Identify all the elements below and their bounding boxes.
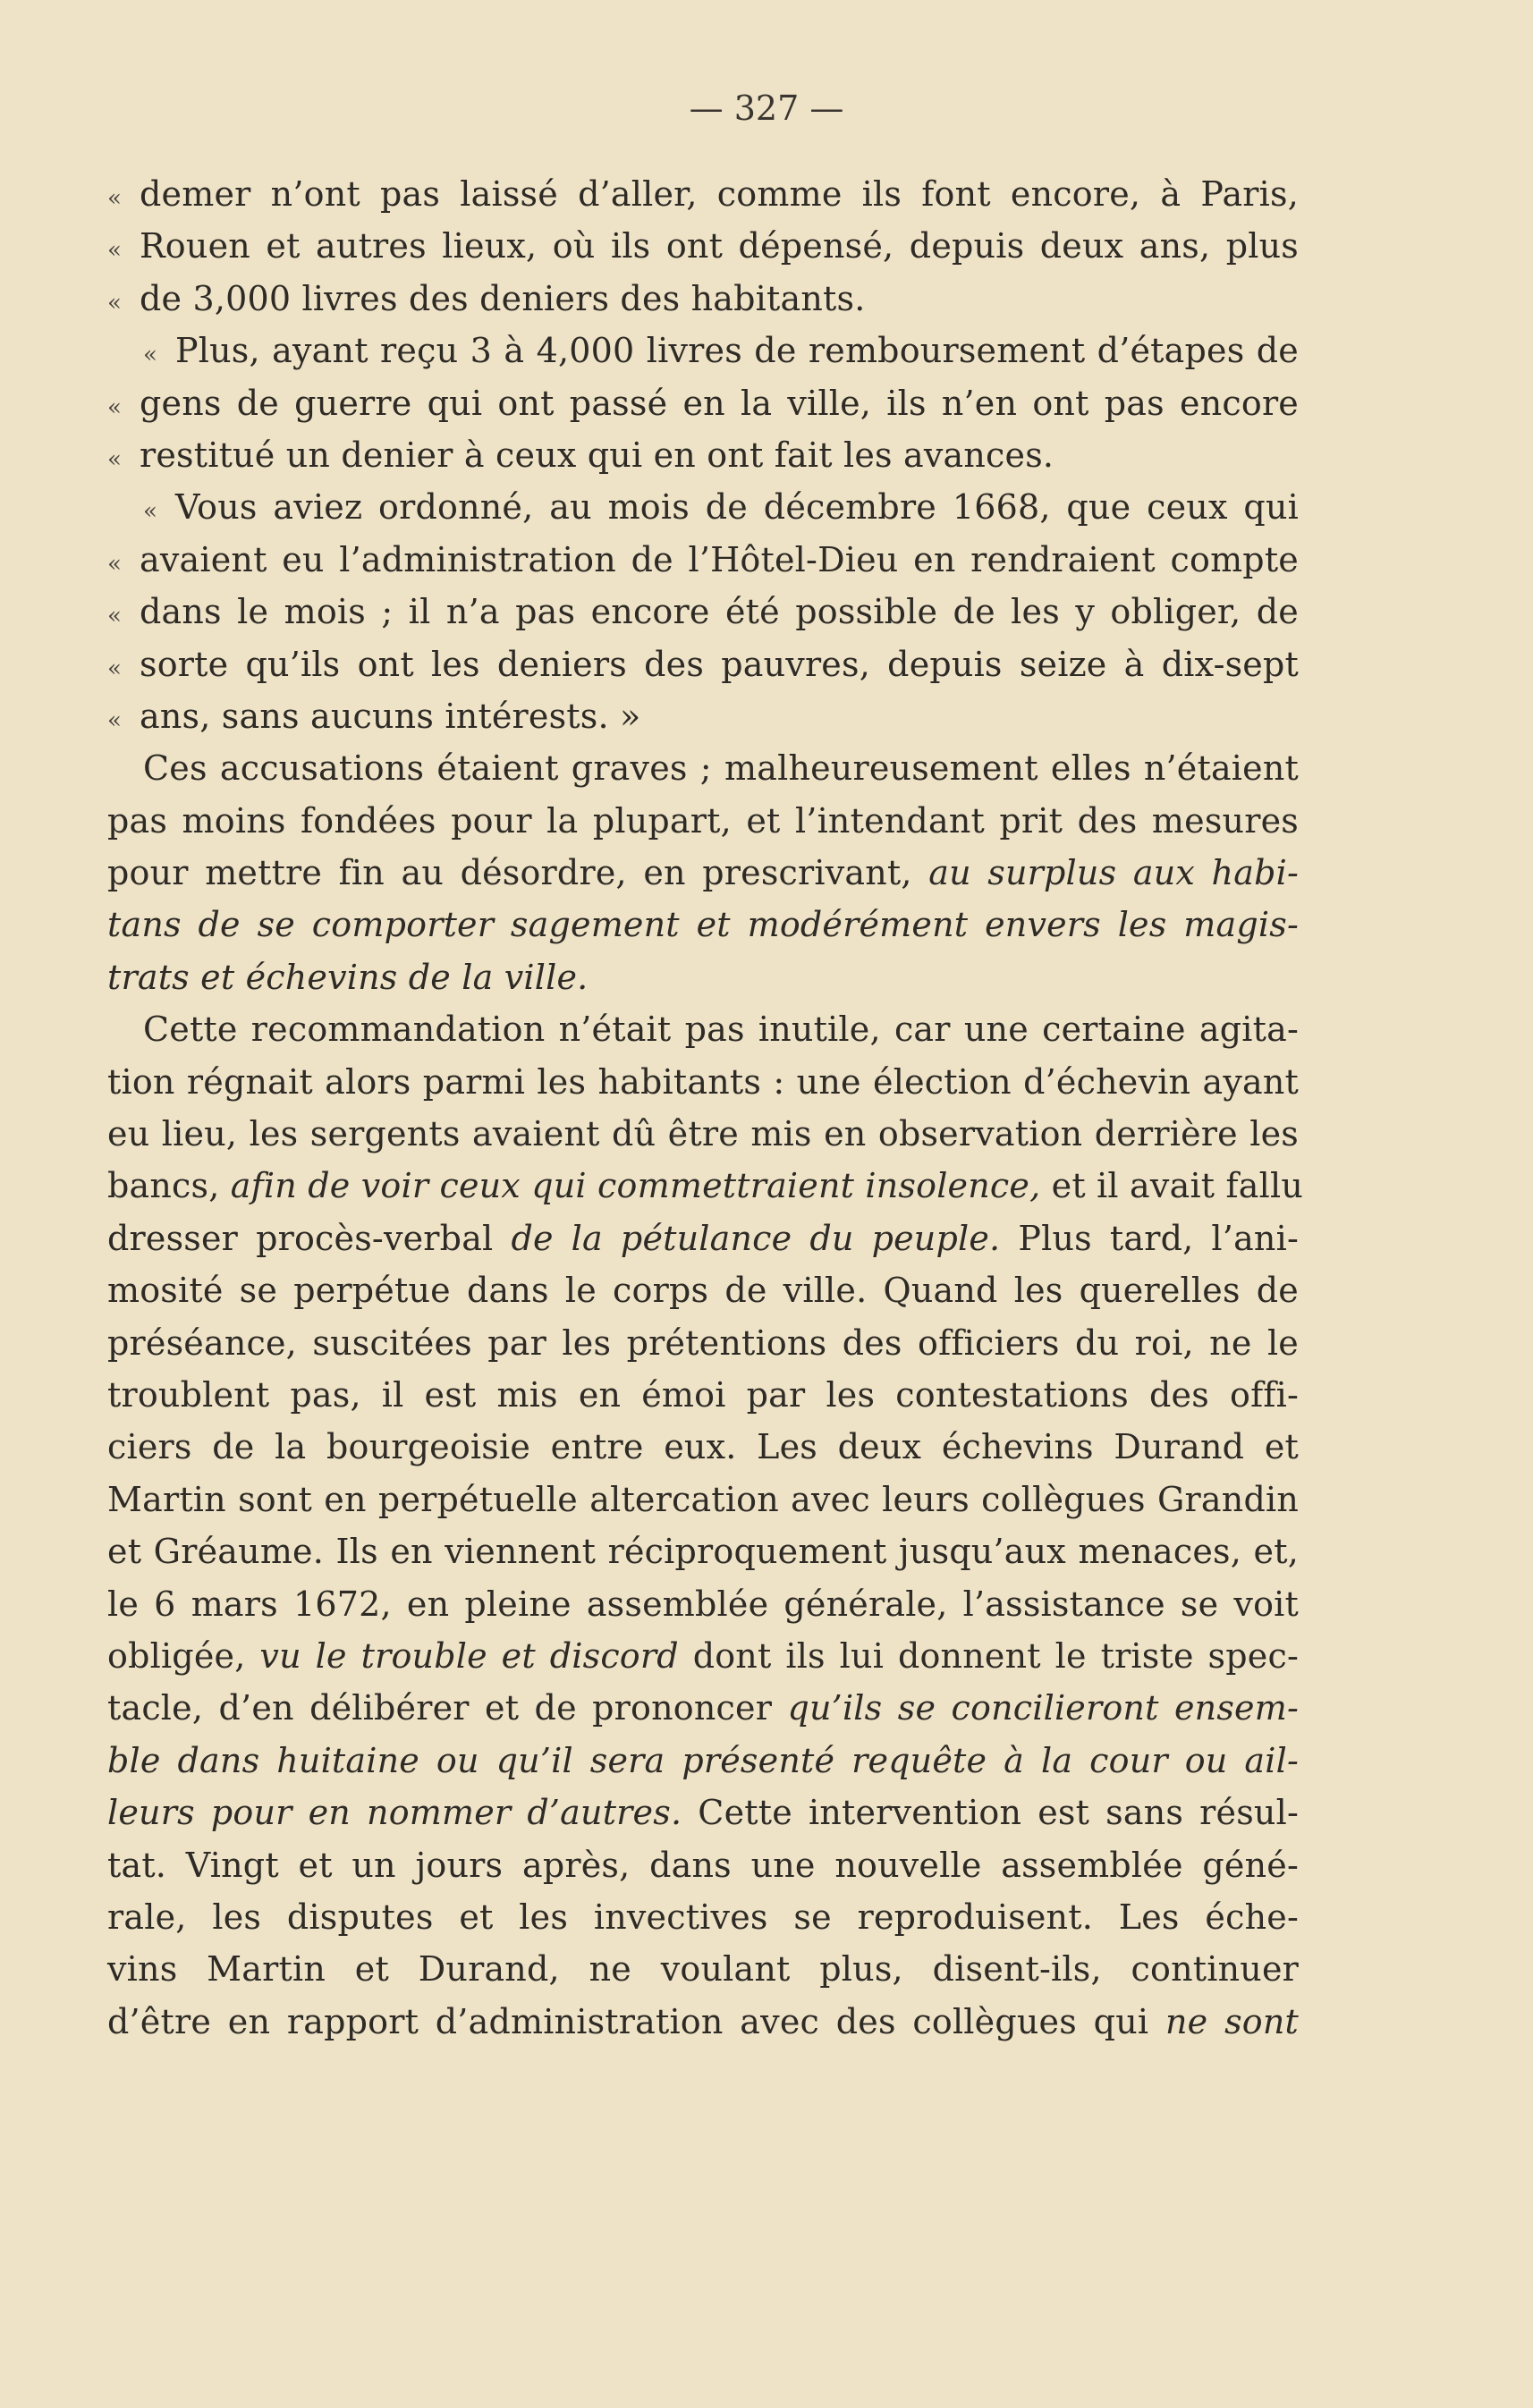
text-run: Vous aviez ordonné, au mois de décembre 1668, que ceux qui xyxy=(175,487,1299,528)
text-run: troublent pas, il est mis en émoi par les contestations des offi- xyxy=(107,1374,1299,1415)
text-line xyxy=(107,534,1299,586)
text-run: rale, les disputes et les invectives se reproduisent. Les éche- xyxy=(107,1897,1299,1937)
quote-mark: « xyxy=(143,498,158,526)
text-line xyxy=(107,1735,1299,1787)
italic-text: qu’ils se concilieront ensem- xyxy=(787,1688,1299,1728)
quote-mark: « xyxy=(107,289,123,317)
text-line xyxy=(107,1943,1299,1995)
text-run: avaient eu l’administration de l’Hôtel-Dieu en rendraient compte xyxy=(140,539,1299,579)
text-run: tacle, d’en délibérer et de prononcer xyxy=(107,1688,788,1728)
text-line xyxy=(107,220,1299,272)
text-line xyxy=(107,1474,1299,1525)
text-run: dont ils lui donnent le triste spec- xyxy=(678,1635,1299,1676)
text-run: gens de guerre qui ont passé en la ville, ils n’en ont pas encore xyxy=(140,383,1299,423)
text-run: et Gréaume. Ils en viennent réciproquement jusqu’aux menaces, et, xyxy=(107,1532,1299,1572)
text-run: Plus, ayant reçu 3 à 4,000 livres de remboursement d’étapes de xyxy=(175,331,1299,371)
text-line xyxy=(107,1317,1299,1369)
text-line xyxy=(107,168,1299,220)
text-run: pour mettre fin au désordre, en prescrivant, xyxy=(107,853,929,893)
text-line xyxy=(107,1630,1299,1682)
text-run: Ces accusations étaient graves ; malheureusement elles n’étaient xyxy=(143,748,1299,789)
text-line xyxy=(107,1578,1299,1630)
text-line xyxy=(107,586,1299,638)
text-line xyxy=(107,1839,1299,1891)
text-run: Martin sont en perpétuelle altercation avec leurs collègues Grandin xyxy=(107,1479,1299,1519)
text-run: Cette intervention est sans résul- xyxy=(682,1793,1299,1833)
text-run: d’être en rapport d’administration avec des collègues qui xyxy=(107,2001,1165,2041)
text-line xyxy=(107,1787,1299,1838)
italic-text: afin de voir ceux qui commettraient insolence, xyxy=(230,1166,1041,1206)
text-run: dresser procès-verbal xyxy=(107,1218,512,1258)
text-run: obligée, xyxy=(107,1635,260,1676)
text-run: ans, sans aucuns intérests. » xyxy=(140,696,641,736)
text-line xyxy=(107,1682,1299,1734)
text-line xyxy=(107,1212,1299,1264)
text-line xyxy=(107,273,1299,325)
italic-text: ble dans huitaine ou qu’il sera présenté requête à la cour ou ail- xyxy=(107,1740,1299,1780)
text-line xyxy=(107,899,1299,951)
text-run: restitué un denier à ceux qui en ont fait les avances. xyxy=(140,435,1054,475)
text-run: eu lieu, les sergents avaient dû être mis en observation derrière les xyxy=(107,1114,1299,1154)
text-run: et il avait fallu xyxy=(1040,1166,1304,1206)
text-line xyxy=(107,1003,1299,1055)
text-line xyxy=(107,429,1299,481)
quote-mark: « xyxy=(107,655,123,682)
text-line xyxy=(107,481,1299,533)
text-line xyxy=(107,325,1299,376)
italic-text: au surplus aux habi- xyxy=(928,853,1299,893)
text-line xyxy=(107,1421,1299,1473)
text-run: sorte qu’ils ont les deniers des pauvres, depuis seize à dix-sept xyxy=(140,644,1299,684)
text-run: le 6 mars 1672, en pleine assemblée générale, l’assistance se voit xyxy=(107,1584,1299,1624)
quote-mark: « xyxy=(107,393,123,421)
italic-text: trats et échevins de la ville. xyxy=(107,957,589,997)
text-run: Rouen et autres lieux, où ils ont dépensé, depuis deux ans, plus xyxy=(140,226,1299,266)
text-line xyxy=(107,638,1299,690)
quote-mark: « xyxy=(107,550,123,578)
quote-mark: « xyxy=(107,603,123,630)
text-run: mosité se perpétue dans le corps de ville. Quand les querelles de xyxy=(107,1271,1299,1311)
text-run: pas moins fondées pour la plupart, et l’intendant prit des mesures xyxy=(107,800,1299,841)
text-run: tat. Vingt et un jours après, dans une nouvelle assemblée géné- xyxy=(107,1845,1299,1885)
text-run: Plus tard, l’ani- xyxy=(1000,1218,1299,1258)
text-line xyxy=(107,1056,1299,1108)
body-text xyxy=(107,168,1304,2048)
italic-text: leurs pour en nommer d’autres. xyxy=(107,1793,682,1833)
italic-text: de la pétulance du peuple. xyxy=(511,1218,1001,1258)
text-line xyxy=(107,690,1299,742)
text-line xyxy=(107,1108,1299,1160)
quote-mark: « xyxy=(143,342,158,369)
text-run: tion régnait alors parmi les habitants : une élection d’échevin ayant xyxy=(107,1061,1299,1102)
text-run: Cette recommandation n’était pas inutile, car une certaine agita- xyxy=(143,1010,1299,1050)
text-line xyxy=(107,742,1299,794)
text-line xyxy=(107,1369,1299,1421)
text-run: ciers de la bourgeoisie entre eux. Les deux échevins Durand et xyxy=(107,1427,1299,1467)
text-run: de 3,000 livres des deniers des habitants. xyxy=(140,278,866,318)
text-line xyxy=(107,847,1299,899)
quote-mark: « xyxy=(107,445,123,473)
text-run: vins Martin et Durand, ne voulant plus, disent-ils, continuer xyxy=(107,1949,1299,1990)
text-line xyxy=(107,1525,1299,1577)
text-run: dans le mois ; il n’a pas encore été possible de les y obliger, de xyxy=(140,592,1299,632)
text-run: bancs, xyxy=(107,1166,231,1206)
italic-text: ne sont xyxy=(1165,2001,1299,2041)
text-line xyxy=(107,1160,1304,1212)
quote-mark: « xyxy=(107,237,123,265)
text-run: demer n’ont pas laissé d’aller, comme ils font encore, à Paris, xyxy=(140,174,1299,214)
text-run: préséance, suscitées par les prétentions des officiers du roi, ne le xyxy=(107,1322,1299,1363)
quote-mark: « xyxy=(107,706,123,734)
italic-text: tans de se comporter sagement et modérément envers les magis- xyxy=(107,905,1299,945)
page-number: — 327 — xyxy=(689,89,844,128)
text-line xyxy=(107,1264,1299,1316)
text-line xyxy=(107,951,1299,1003)
text-line xyxy=(107,795,1299,847)
text-line xyxy=(107,1891,1299,1943)
text-line xyxy=(107,377,1299,429)
italic-text: vu le trouble et discord xyxy=(259,1635,679,1676)
quote-mark: « xyxy=(107,185,123,212)
text-line xyxy=(107,1996,1299,2048)
